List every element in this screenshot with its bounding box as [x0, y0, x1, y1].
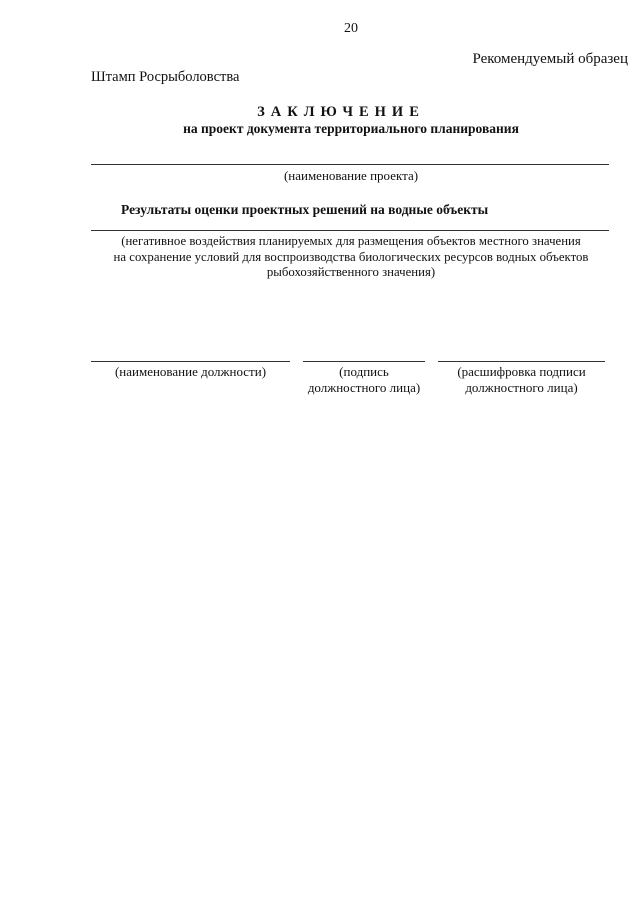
document-title: ЗАКЛЮЧЕНИЕ — [257, 104, 425, 120]
document-subtitle: на проект документа территориального планирования — [183, 121, 519, 136]
signature-caption-line-2: должностного лица) — [307, 380, 421, 395]
decryption-caption-line-1: (расшифровка подписи — [457, 364, 586, 379]
recommended-sample-label: Рекомендуемый образец — [472, 51, 628, 67]
stamp-label: Штамп Росрыболовства — [91, 69, 240, 85]
signature-caption-line-1: (подпись — [339, 364, 389, 379]
signature-line — [303, 361, 425, 362]
effects-caption — [0, 234, 640, 281]
position-line — [91, 361, 290, 362]
effects-caption-line-2: на сохранение условий для воспроизводства биологических ресурсов водных объектов — [113, 249, 589, 264]
project-name-line — [91, 164, 609, 165]
position-caption: (наименование должности) — [114, 364, 267, 379]
effects-caption-line-3: рыбохозяйственного значения) — [266, 265, 436, 279]
project-name-caption: (наименование проекта) — [283, 168, 419, 183]
decryption-caption-line-2: должностного лица) — [465, 380, 578, 395]
decryption-caption — [438, 364, 605, 396]
effects-line — [91, 230, 609, 231]
effects-caption-line-1: (негативное воздействия планируемых для размещения объектов местного значения — [121, 234, 581, 248]
decryption-line — [438, 361, 605, 362]
signature-caption — [295, 364, 433, 396]
results-heading: Результаты оценки проектных решений на водные объекты — [121, 202, 489, 217]
page-number: 20 — [344, 21, 358, 36]
